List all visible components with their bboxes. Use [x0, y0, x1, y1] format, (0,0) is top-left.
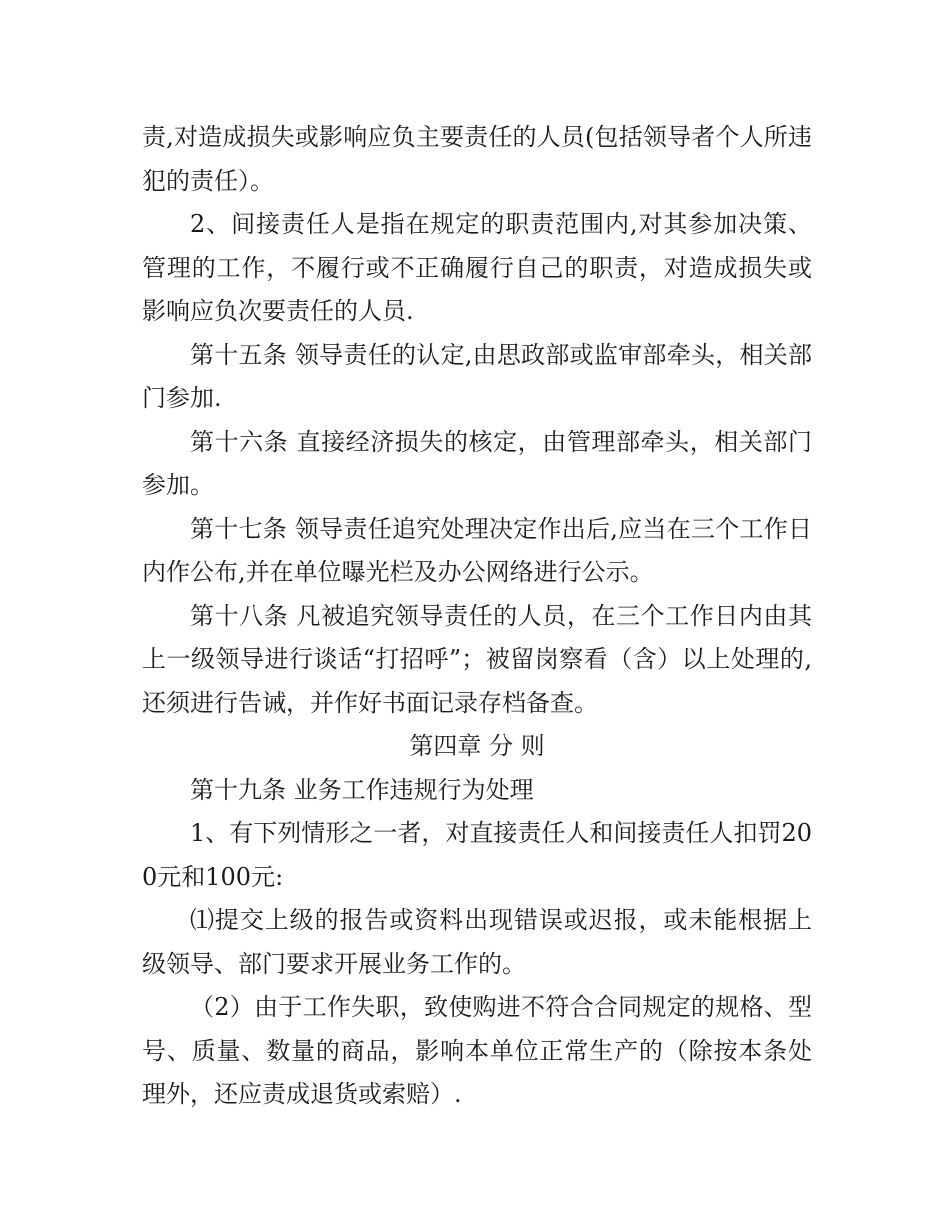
document-body	[142, 116, 812, 1117]
item-1: 1、有下列情形之一者，对直接责任人和间接责任人扣罚200元和100元:	[142, 819, 812, 891]
chapter-heading: 第四章 分 则	[409, 732, 545, 760]
article-15: 第十五条 领导责任的认定,由思政部或监审部牵头，相关部门参加.	[142, 340, 812, 412]
paragraph-continuation: 责,对造成损失或影响应负主要责任的人员(包括领导者个人所违犯的责任）。	[142, 123, 812, 195]
sub-item-1: ⑴提交上级的报告或资料出现错误或迟报，或未能根据上级领导、部门要求开展业务工作的。	[142, 906, 812, 978]
sub-item-2: （2）由于工作失职，致使购进不符合合同规定的规格、型号、质量、数量的商品，影响本单位正常生产的（除按本条处理外，还应责成退货或索赔）.	[142, 993, 812, 1108]
paragraph-indirect-responsibility: 2、间接责任人是指在规定的职责范围内,对其参加决策、管理的工作，不履行或不正确履行自己的职责，对造成损失或影响应负次要责任的人员.	[142, 210, 812, 325]
article-18: 第十八条 凡被追究领导责任的人员，在三个工作日内由其上一级领导进行谈话“打招呼”；被留岗察看（含）以上处理的,还须进行告诫，并作好书面记录存档备查。	[142, 601, 812, 717]
article-17: 第十七条 领导责任追究处理决定作出后,应当在三个工作日内作公布,并在单位曝光栏及办公网络进行公示。	[142, 514, 812, 586]
article-16: 第十六条 直接经济损失的核定，由管理部牵头，相关部门参加。	[142, 427, 812, 499]
article-19: 第十九条 业务工作违规行为处理	[190, 775, 534, 804]
